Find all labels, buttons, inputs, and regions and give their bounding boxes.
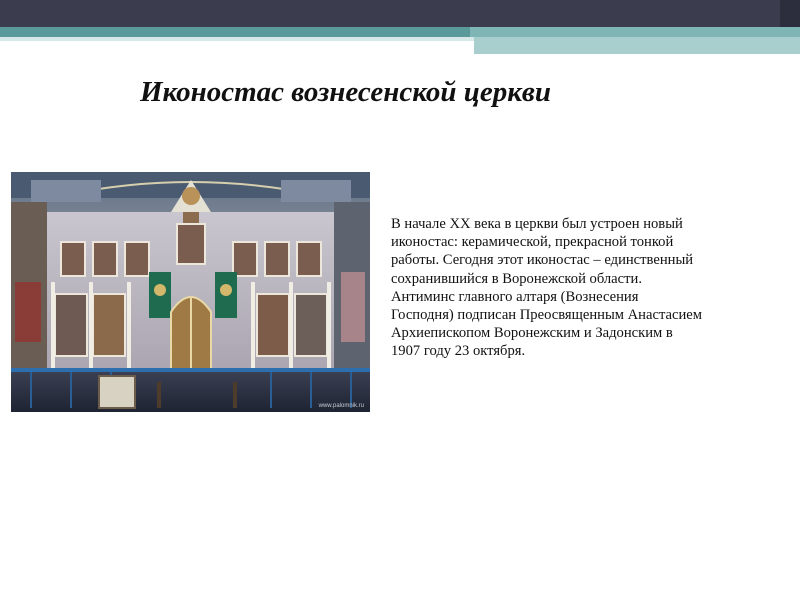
header-bar [0,0,780,27]
accent-band-dark [0,27,470,37]
image-watermark: www.palomnik.ru [318,403,364,409]
paragraph-line: Господня) подписан Преосвященным Анастасием [391,307,702,324]
paragraph-line: Антиминс главного алтаря (Вознесения [391,288,639,305]
accent-strip [474,37,800,54]
iconostasis-photo [11,172,370,412]
paragraph-line: сохранившийся в Воронежской области. [391,270,642,287]
paragraph-line: иконостас: керамической, прекрасной тонкой [391,234,674,251]
header-bar-corner [780,0,800,27]
paragraph-line: 1907 году 23 октября. [391,343,526,360]
paragraph-line: В начале XX века в церкви был устроен новый [391,216,683,232]
slide-title: Иконостас вознесенской церкви [140,76,551,108]
paragraph-line: работы. Сегодня этот иконостас – единственный [391,252,694,269]
iconostasis-illustration [11,172,370,412]
paragraph-line: Архиепископом Воронежским и Задонским в [391,325,673,342]
accent-strip-light [0,37,474,41]
description-paragraph [391,215,783,361]
